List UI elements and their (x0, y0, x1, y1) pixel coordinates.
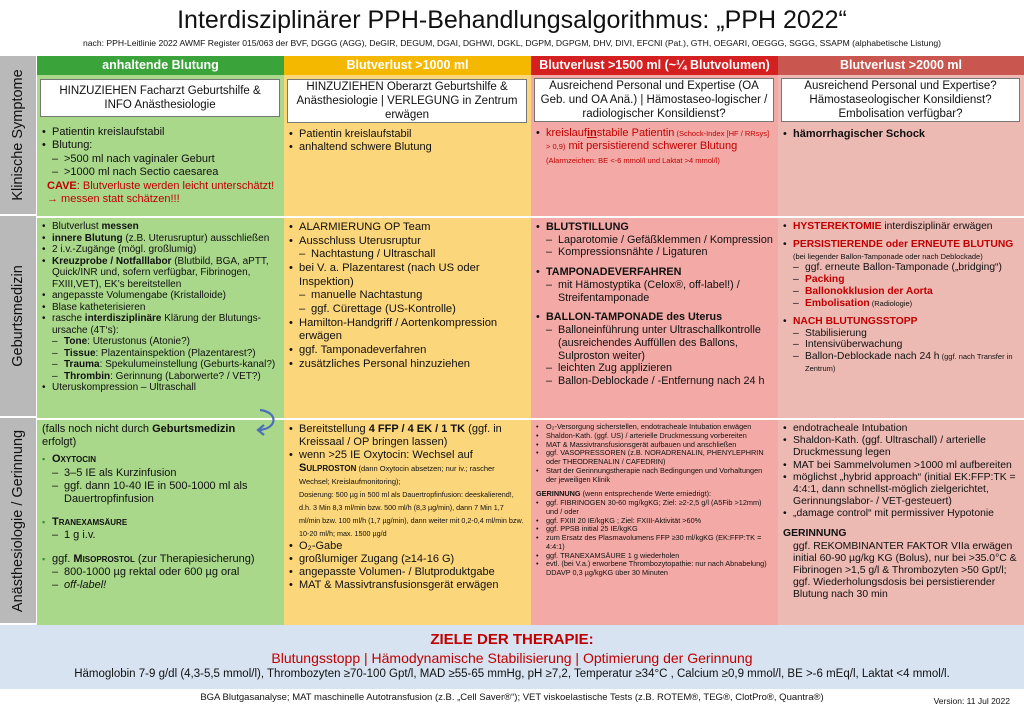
list-item: • BLUTSTILLUNG (536, 221, 773, 234)
list-item: • Blutung: (42, 139, 279, 152)
list-item: – Trauma: Spekulumeinstellung (Geburts-kanal?) (42, 359, 279, 371)
list-item: – Ballon-Deblockade / -Entfernung nach 24 h (536, 375, 773, 388)
list-item: – Ballonokklusion der Aorta (783, 286, 1019, 298)
intro-text: (falls noch nicht durch Geburtsmedizin erfolgt) (42, 423, 236, 449)
list-item: • ALARMIERUNG OP Team (289, 221, 526, 235)
row-label-anae (0, 418, 36, 625)
list-item: • ggf. FXIII 20 IE/kgKG ; Ziel: FXIII-Aktivität >60% (536, 517, 773, 526)
list-item: • innere Blutung (z.B. Uterusruptur) ausschließen (42, 233, 279, 245)
list-item: • Uteruskompression – Ultraschall (42, 382, 279, 394)
klinisch-cell-1 (37, 75, 284, 216)
list-item: • MAT & Massivtransfusionsgerät erwägen (289, 579, 526, 592)
list-item: • MAT bei Sammelvolumen >1000 ml aufbereiten (783, 460, 1019, 472)
list-item: • Ausschluss Uterusruptur (289, 235, 526, 249)
goals-line-2: Hämoglobin 7-9 g/dl (4,3-5,5 mmol/l), Thrombozyten ≥70-100 Gpt/l, MAD ≥55-65 mmHg, pH ≥7,2, Temperatur ≥34°C , Calcium ≥0,9 mmol/l, BE >-6 mEq/l, Laktat <4 mmol/l. (74, 668, 950, 680)
text: (Schock-Index [HF / RRsys] > 0,9) (546, 129, 770, 152)
list-item: • O₂-Versorgung sicherstellen, endotracheale Intubation erwägen (536, 423, 773, 432)
footer-abbreviations: BGA Blutgasanalyse; MAT maschinelle Autotransfusion (z.B. „Cell Saver®“); VET viskoelastische Tests (z.B. ROTEM®, TEG®, ClotPro®, Quantra®) (200, 692, 824, 703)
list-item: • Patientin kreislaufstabil (289, 128, 526, 141)
row-label-text: Klinische Symptome (10, 69, 26, 201)
row-label-geburt (0, 216, 36, 418)
list-item: • ggf. FIBRINOGEN 30-60 mg/kgKG; Ziel: ≥2-2,5 g/l (A5Fib >12mm) und / oder (536, 499, 773, 517)
list-item: Dosierung: 500 µg in 500 ml als Dauertropfinfusion: deeskalierend!, d.h. 3 Min 8,3 ml/min bzw. 500 ml/h (8,3 µg/min), dann 7 Min 1,7 ml/min bzw. 100 ml/h (1,7 µg/min), dann weiter mit 0,2-0,4 ml/min bzw. 10-20 ml/h; max. 1500 µg/d (299, 489, 524, 538)
column-header-3: Blutverlust >1500 ml (~¼ Blutvolumen) (531, 56, 778, 75)
cave-label: CAVE (47, 179, 77, 192)
list-item: – 3–5 IE als Kurzinfusion (42, 467, 279, 480)
list-item: • ggf. VASOPRESSOREN (z.B. NORADRENALIN, PHENYLEPHRIN oder THEODRENALIN / CAFEDRIN) (536, 449, 773, 467)
klinisch-cell-4 (778, 75, 1024, 216)
escalation-box-3: Ausreichend Personal und Expertise (OA Geb. und OA Anä.) | Hämostaseo-logischer / radiologischer Konsildienst? (534, 78, 774, 122)
goals-title: ZIELE DER THERAPIE: (430, 631, 594, 648)
list-item: – Tissue: Plazentainspektion (Plazentarest?) (42, 348, 279, 360)
list-item: • evtl. (bei V.a.) erworbene Thrombozytopathie: nur nach Abnabelung) DDAVP 0,3 µg/kgKG über 30 Minuten (536, 560, 773, 578)
list-item: – Balloneinführung unter Ultraschallkontrolle (ausreichendes Auffüllen des Ballons, Sulproston weiter) (536, 324, 773, 362)
list-item (783, 128, 1019, 141)
cave-warning (42, 180, 279, 207)
list-item: ▪ Oxytocin (42, 453, 279, 466)
list-item: – 800-1000 µg rektal oder 600 µg oral (42, 566, 279, 579)
cave-text: : Blutverluste werden leicht unterschätzt! → messen statt schätzen!!! (47, 179, 275, 206)
geburt-cell-4 (778, 218, 1024, 418)
column-header-2: Blutverlust >1000 ml (284, 56, 531, 75)
list-item: – ggf. erneute Ballon-Tamponade („bridging“) (783, 262, 1019, 274)
text: hämorrhagischer Schock (793, 128, 926, 140)
list-item: • „damage control“ mit permissiver Hypotonie (783, 508, 1019, 520)
text: (Alarmzeichen: BE <-6 mmol/l und Laktat >4 mmol/l) (546, 155, 720, 165)
klinisch-cell-2 (284, 75, 531, 216)
geburt-cell-2 (284, 218, 531, 418)
list-item: • MAT & Massivtransfusionsgerät aufbauen und anschließen (536, 441, 773, 450)
list-item: – off-label! (42, 579, 279, 592)
anae-cell-2 (284, 420, 531, 625)
list-item: – Laparotomie / Gefäßklemmen / Kompression (536, 234, 773, 247)
row-label-klinisch (0, 56, 36, 216)
list-item: • großlumiger Zugang (≥14-16 G) (289, 553, 526, 566)
list-item: • ggf. TRANEXAMSÄURE 1 g wiederholen (536, 552, 773, 561)
list-item: – leichten Zug applizieren (536, 362, 773, 375)
gerinnung-heading: GERINNUNG (wenn entsprechende Werte erniedrigt): (536, 489, 712, 499)
list-item: • rasche interdisziplinäre Klärung der Blutungs-ursache (4T‘s): (42, 313, 279, 336)
list-item: • Blutverlust messen (42, 221, 279, 233)
list-item: • zum Ersatz des Plasmavolumens FFP ≥30 ml/kgKG (EK:FFP:TK = 4:4:1) (536, 534, 773, 552)
list-item: • Bereitstellung 4 FFP / 4 EK / 1 TK (ggf. in Kreissaal / OP bringen lassen) (289, 423, 526, 449)
list-item: • angepasste Volumen- / Blutproduktgabe (289, 566, 526, 579)
column-header-4: Blutverlust >2000 ml (778, 56, 1024, 75)
list-item: • O₂-Gabe (289, 540, 526, 553)
list-item: • Start der Gerinnungstherapie nach Bedingungen und Vorhaltungen der jeweiligen Klinik (536, 467, 773, 485)
curved-arrow-icon (252, 408, 282, 438)
list-item: – >500 ml nach vaginaler Geburt (42, 153, 279, 166)
list-item: – ggf. Cürettage (US-Kontrolle) (289, 303, 526, 317)
anae-cell-4 (778, 420, 1024, 625)
list-item: – Kompressionsnähte / Ligaturen (536, 246, 773, 259)
list-item: • ggf. Tamponadeverfahren (289, 344, 526, 358)
list-item: – Ballon-Deblockade nach 24 h (ggf. nach Transfer in Zentrum) (783, 351, 1019, 375)
therapy-goals (0, 625, 1024, 689)
unstable-patient-text: • kreislaufinstabile Patientin (Schock-Index [HF / RRsys] > 0,9) mit persistierend schwerer Blutung (Alarmzeichen: BE <-6 mmol/l und Laktat >4 mmol/l) (536, 127, 770, 165)
list-item: – mit Hämostyptika (Celox®, off-label!) / Streifentamponade (536, 279, 773, 304)
list-item: • Hamilton-Handgriff / Aortenkompression erwägen (289, 317, 526, 344)
gerinnung-text: ggf. REKOMBINANTER FAKTOR VIIa erwägen initial 60-90 µg/kg KG (Bolus), nur bei >35.0°C & Fibrinogen >1,5 g/l & Thrombozyten >50 Gpt/l; ggf. Wiederholungsdosis bei persistierender Blutung nach 30 min (793, 540, 1017, 601)
list-item: – Tone: Uterustonus (Atonie?) (42, 336, 279, 348)
text: in (586, 127, 597, 139)
anae-cell-1 (37, 420, 284, 625)
list-item: – manuelle Nachtastung (289, 289, 526, 303)
list-item: – 1 g i.v. (42, 529, 279, 542)
list-item: • angepasste Volumengabe (Kristalloide) (42, 290, 279, 302)
list-item: • möglichst „hybrid approach“ (initial EK:FFP:TK = 4:4:1, dann schnellst-möglich zielgerichtet, Gerinnungslabor- / VET-gesteuert) (783, 472, 1019, 509)
list-item: • wenn >25 IE Oxytocin: Wechsel auf Sulproston (dann Oxytocin absetzen; nur iv.; rascher Wechsel; Kreislaufmonitoring); (289, 449, 526, 488)
page-title: Interdisziplinärer PPH-Behandlungsalgorithmus: „PPH 2022“ (177, 6, 847, 34)
list-item: – ggf. dann 10-40 IE in 500-1000 ml als Dauertropfinfusion (42, 480, 279, 506)
list-item: • Patientin kreislaufstabil (42, 126, 279, 139)
list-item: • NACH BLUTUNGSSTOPP (783, 316, 1019, 328)
escalation-box-1: HINZUZIEHEN Facharzt Geburtshilfe & INFO Anästhesiologie (40, 79, 280, 117)
list-item: • Shaldon-Kath. (ggf. Ultraschall) / arterielle Druckmessung legen (783, 435, 1019, 459)
gerinnung-heading: GERINNUNG (783, 528, 847, 540)
list-item: – Intensivüberwachung (783, 339, 1019, 351)
text: kreislauf (546, 127, 587, 139)
list-item: • TAMPONADEVERFAHREN (536, 266, 773, 279)
klinisch-cell-3 (531, 75, 778, 216)
list-item: • bei V. a. Plazentarest (nach US oder Inspektion) (289, 262, 526, 289)
escalation-box-2: HINZUZIEHEN Oberarzt Geburtshilfe & Anästhesiologie | VERLEGUNG in Zentrum erwägen (287, 79, 527, 123)
list-item: • Kreuzprobe / Notfalllabor (Blutbild, BGA, aPTT, Quick/INR und, sofern verfügbar, Fibrinogen, FXIII,VET), EK’s bereitstellen (42, 256, 279, 291)
list-item: – >1000 ml nach Sectio caesarea (42, 166, 279, 179)
list-item: • ggf. PPSB initial 25 IE/kgKG (536, 525, 773, 534)
page-subtitle: nach: PPH-Leitlinie 2022 AWMF Register 015/063 der BVF, DGGG (AGG), DeGIR, DEGUM, DGAI, DGHWI, DGKL, DGPM, DGPGM, DHV, DIVI, EFCNI (Pat.), GTH, OEGARI, OEGGG, SGGG, SSAPM (alphabetische Listung) (82, 38, 941, 48)
list-item: – Packing (783, 274, 1019, 286)
goals-line-1: Blutungsstopp | Hämodynamische Stabilisierung | Optimierung der Gerinnung (271, 650, 753, 666)
list-item: • HYSTEREKTOMIE interdisziplinär erwägen (783, 221, 1019, 233)
list-item: • BALLON-TAMPONADE des Uterus (536, 311, 773, 324)
list-item: • 2 i.v.-Zugänge (mögl. großlumig) (42, 244, 279, 256)
list-item: • anhaltend schwere Blutung (289, 141, 526, 154)
column-header-1: anhaltende Blutung (37, 56, 284, 75)
escalation-box-4: Ausreichend Personal und Expertise? Hämostaseologischer Konsildienst? Embolisation verfügbar? (781, 78, 1020, 122)
geburt-cell-1 (37, 218, 284, 418)
list-item: – Embolisation (Radiologie) (783, 298, 1019, 310)
list-item: • endotracheale Intubation (783, 423, 1019, 435)
list-item: • Blase katheterisieren (42, 302, 279, 314)
list-item: – Nachtastung / Ultraschall (289, 248, 526, 262)
list-item: • Shaldon-Kath. (ggf. US) / arterielle Druckmessung vorbereiten (536, 432, 773, 441)
text: stabile Patientin (596, 127, 675, 139)
list-item: ▪ Tranexamsäure (42, 516, 279, 529)
row-label-text: Anästhesiologie / Gerinnung (10, 429, 26, 612)
list-item: – Stabilisierung (783, 328, 1019, 340)
list-item: ▪ ggf. Misoprostol (zur Therapiesicherung) (42, 553, 279, 566)
list-item: • zusätzliches Personal hinzuziehen (289, 358, 526, 372)
list-item: (bei liegender Ballon-Tamponade oder nach Deblockade) (793, 251, 983, 261)
geburt-cell-3 (531, 218, 778, 418)
text: mit persistierend schwerer Blutung (565, 140, 738, 153)
version-label: Version: 11 Jul 2022 (933, 696, 1010, 706)
anae-cell-3 (531, 420, 778, 625)
row-label-text: Geburtsmedizin (10, 265, 26, 367)
list-item: • PERSISTIERENDE oder ERNEUTE BLUTUNG (783, 239, 1019, 251)
list-item: – Thrombin: Gerinnung (Laborwerte? / VET?) (42, 371, 279, 383)
